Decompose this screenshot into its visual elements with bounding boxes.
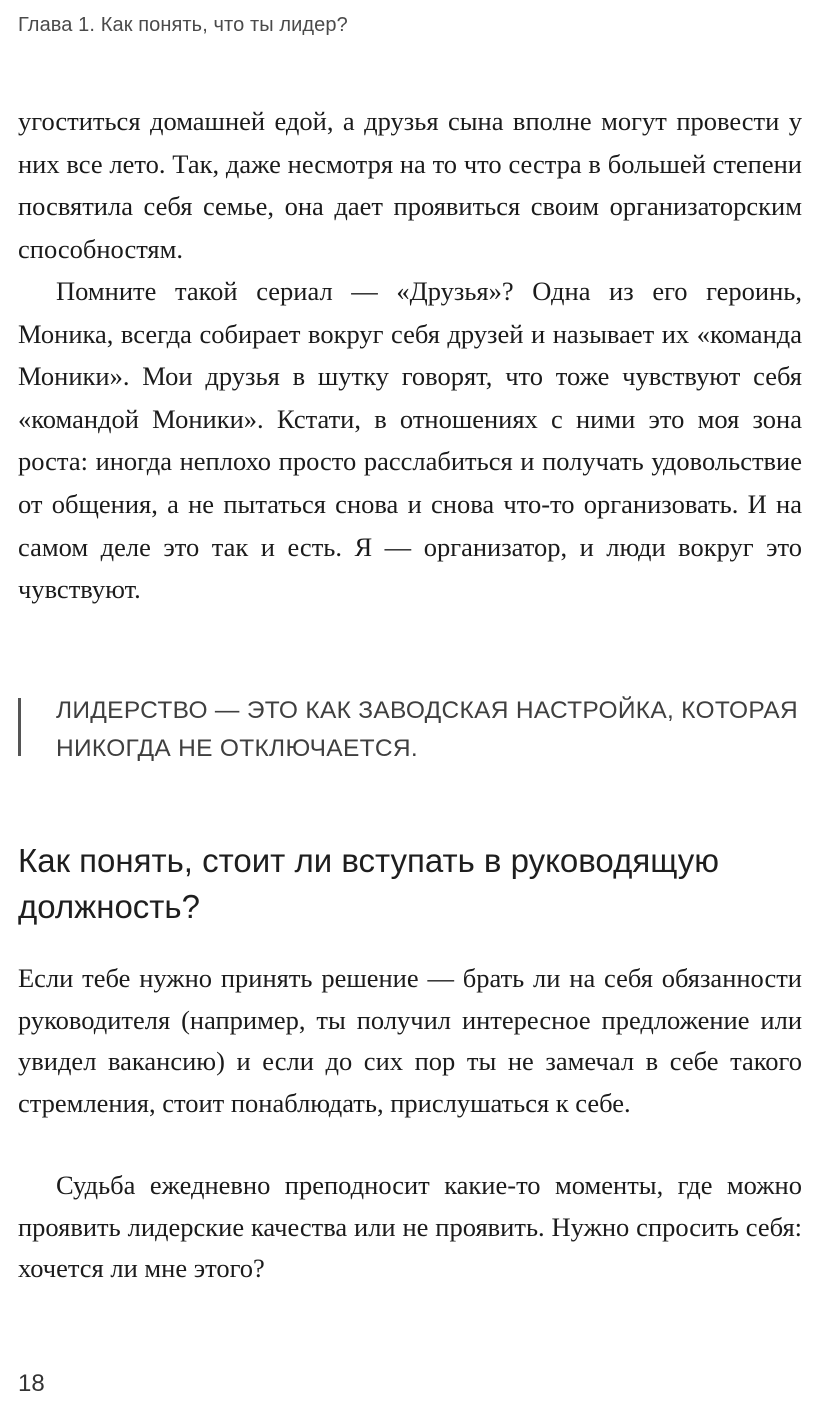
page-number: 18: [18, 1370, 45, 1397]
running-header: Глава 1. Как понять, что ты лидер?: [18, 14, 348, 36]
pullquote-bar: [18, 698, 21, 756]
body-paragraph-2: Помните такой сериал — «Друзья»? Одна из его героинь, Моника, всегда собирает вокруг себя друзей и называет их «команда Моники». Мои друзья в шутку говорят, что тоже чувствуют себя «командой Моники». Кстати, в отношениях с ними это моя зона роста: иногда неплохо просто расслабиться и получать удовольствие от общения, а не пытаться снова и снова что-то организовать. И на самом деле это так и есть. Я — организатор, и люди вокруг это чувствуют.: [18, 276, 802, 605]
section-heading: Как понять, стоит ли вступать в руководящую должность?: [18, 842, 719, 925]
body-paragraph-1: угоститься домашней едой, а друзья сына вполне могут провести у них все лето. Так, даже несмотря на то что сестра в большей степени посвятила себя семье, она дает проявиться своим организаторским способностям.: [18, 106, 802, 264]
section-paragraph-1: Если тебе нужно принять решение — брать ли на себя обязанности руководителя (например, ты получил интересное предложение или увидел вакансию) и если до сих пор ты не замечал в себе такого стремления, стоит понаблюдать, прислушаться к себе.: [18, 963, 802, 1118]
section-paragraph-2: Судьба ежедневно преподносит какие-то моменты, где можно проявить лидерские качества или не проявить. Нужно спросить себя: хочется ли мне этого?: [18, 1170, 802, 1283]
pullquote-text: ЛИДЕРСТВО — ЭТО КАК ЗАВОДСКАЯ НАСТРОЙКА, КОТОРАЯ НИКОГДА НЕ ОТКЛЮЧАЕТСЯ.: [56, 697, 798, 762]
pullquote: [18, 692, 808, 768]
